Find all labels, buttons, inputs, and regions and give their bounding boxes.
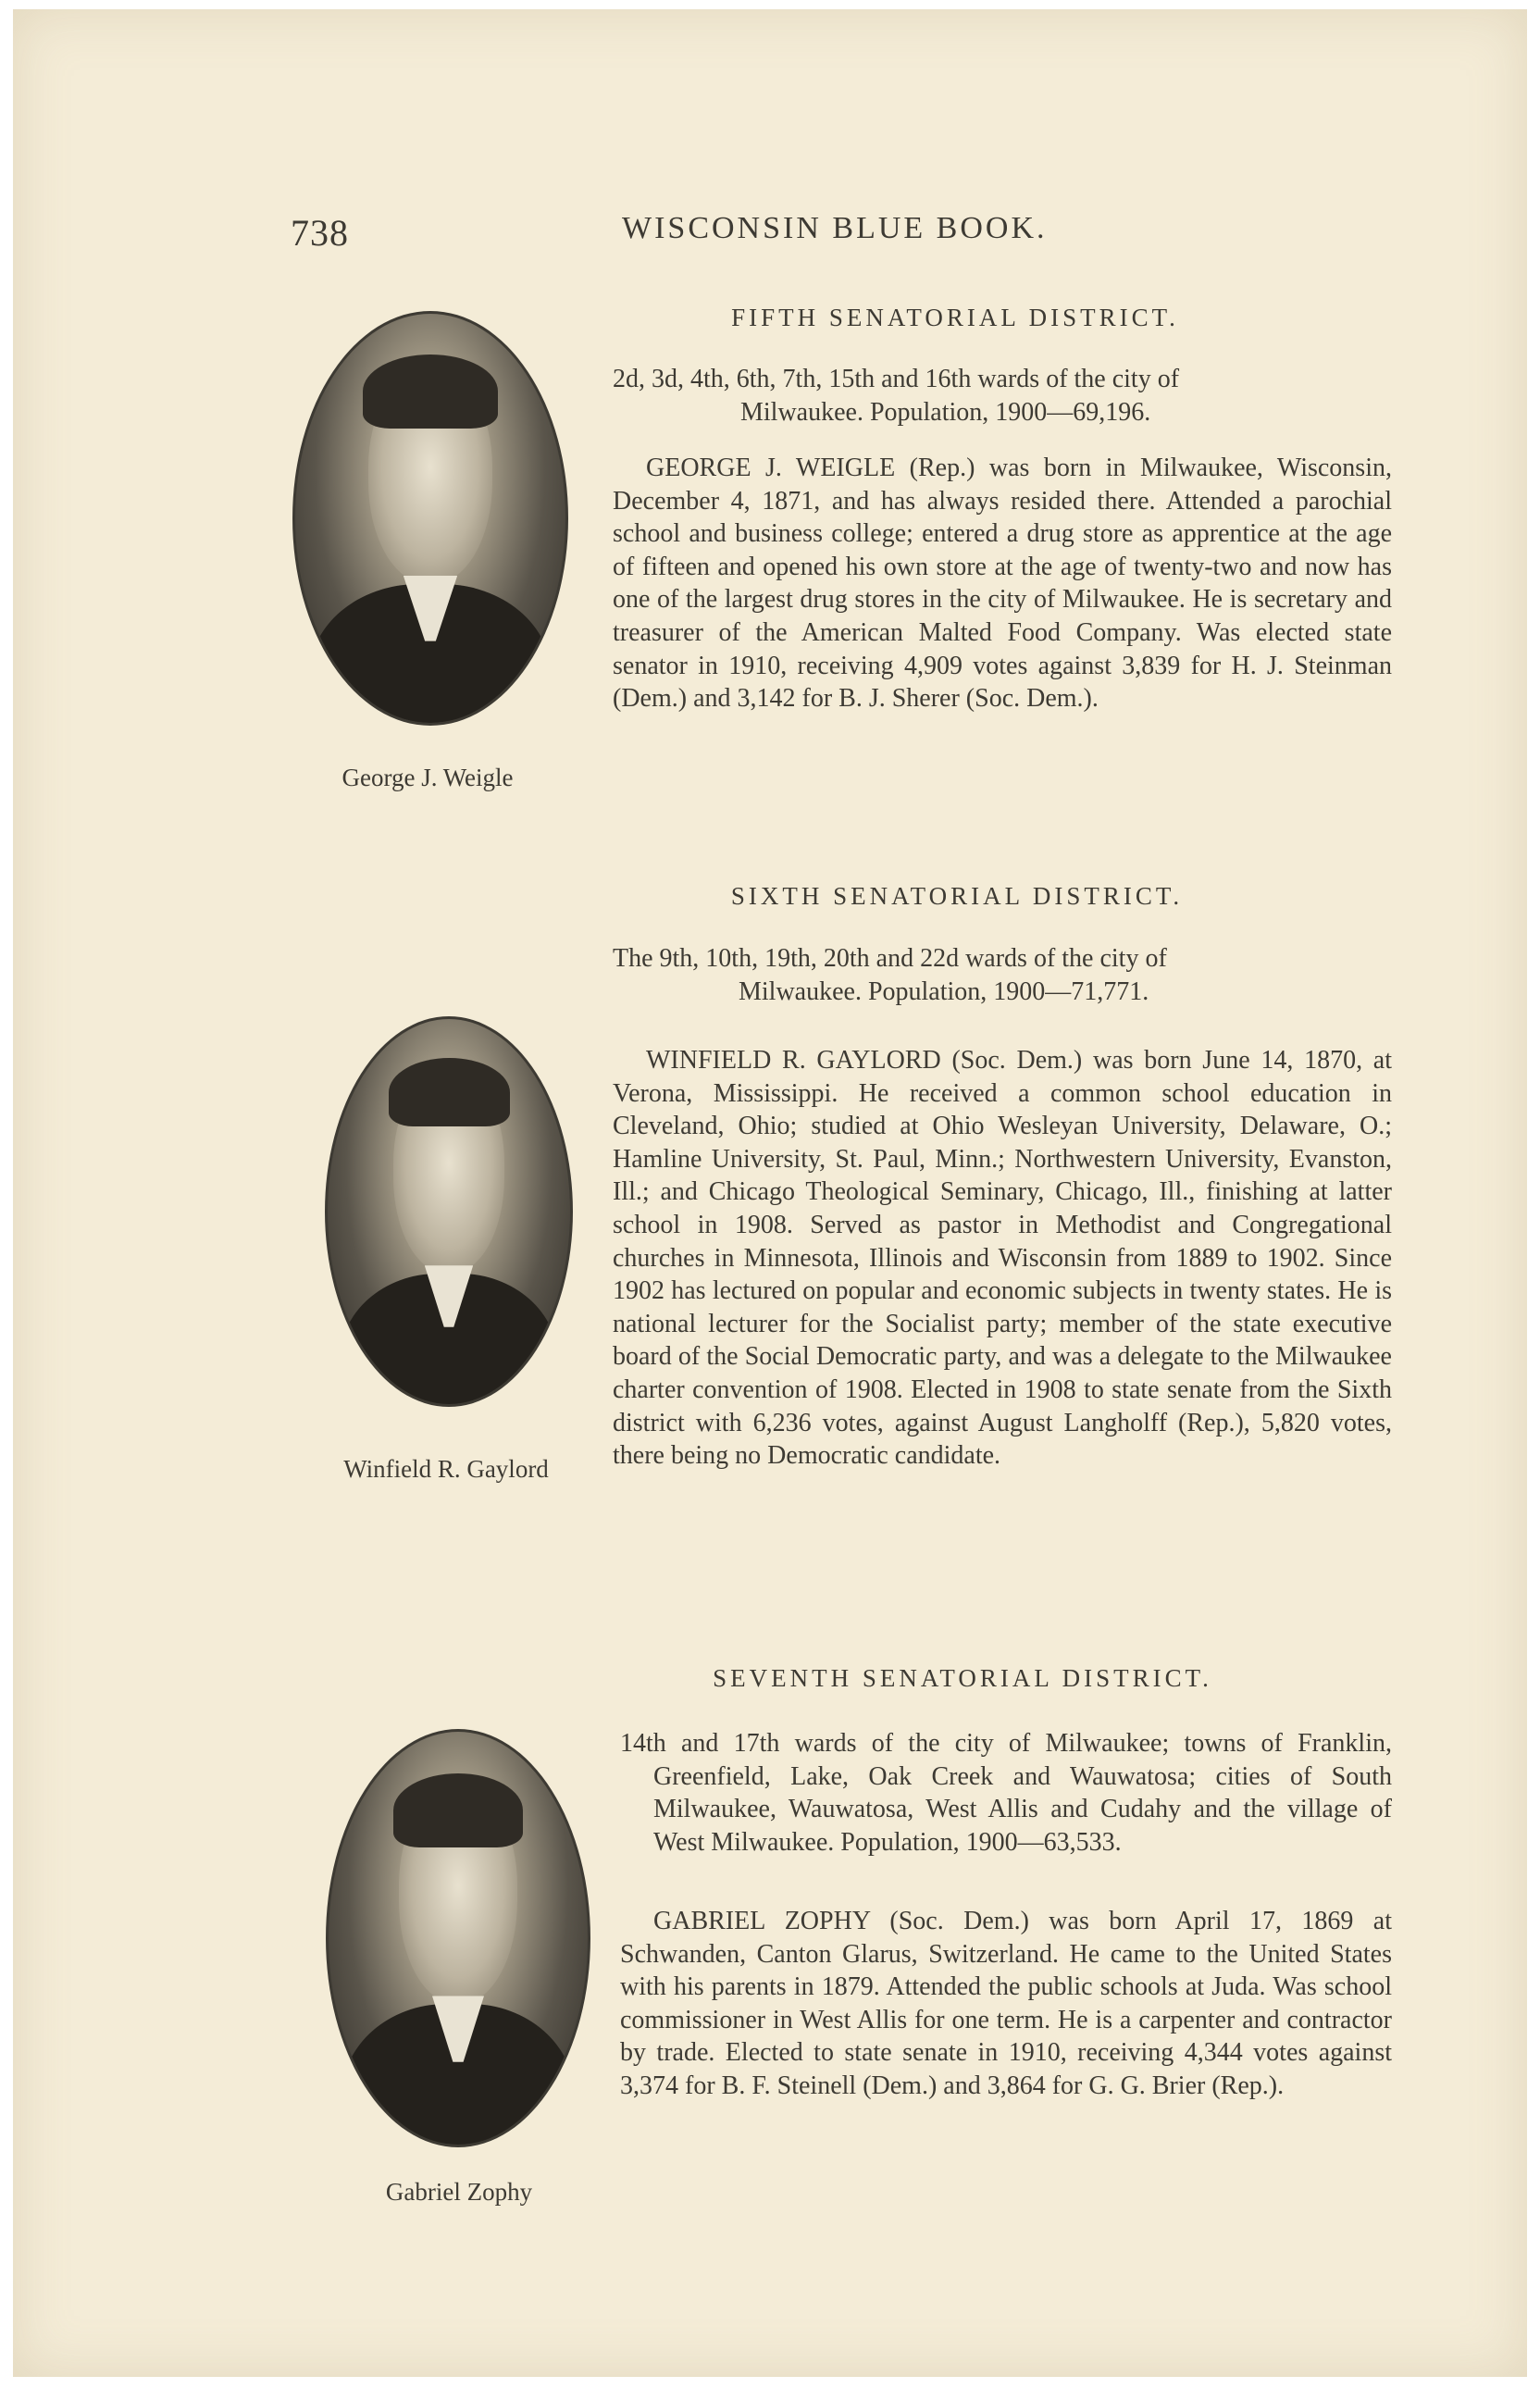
heading-seventh-district: SEVENTH SENATORIAL DISTRICT.	[713, 1664, 1212, 1692]
caption-gabriel-zophy: Gabriel Zophy	[385, 2178, 533, 2206]
running-title: WISCONSIN BLUE BOOK.	[622, 211, 1048, 245]
portrait-george-weigle	[292, 311, 568, 726]
book-page	[13, 9, 1527, 2377]
district-line: Milwaukee. Population, 1900—69,196.	[740, 397, 1151, 427]
page-number: 738	[291, 212, 349, 254]
caption-george-weigle: George J. Weigle	[342, 764, 514, 791]
heading-fifth-district: FIFTH SENATORIAL DISTRICT.	[731, 304, 1179, 331]
district-description-fifth	[613, 363, 1390, 429]
bio-george-weigle: GEORGE J. WEIGLE (Rep.) was born in Milwaukee, Wisconsin, December 4, 1871, and has always resided there. Attended a parochial school and business college; entered a drug store as apprentice at the age of fifteen and opened his own store at the age of twenty-two and now has one of the largest drug stores in the city of Milwaukee. He is secretary and treasurer of the American Malted Food Company. Was elected state senator in 1910, receiving 4,909 votes against 3,839 for H. J. Steinman (Dem.) and 3,142 for B. J. Sherer (Soc. Dem.).	[613, 454, 1392, 714]
caption-winfield-gaylord: Winfield R. Gaylord	[343, 1455, 549, 1483]
portrait-winfield-gaylord	[325, 1016, 573, 1407]
portrait-gabriel-zophy	[326, 1729, 590, 2147]
district-description-seventh: 14th and 17th wards of the city of Milwaukee; towns of Franklin, Greenfield, Lake, Oak Creek and Wauwatosa; cities of South Milwaukee, Wauwatosa, West Allis and Cudahy and the village of West Milwaukee. Population, 1900—63,533.	[620, 1729, 1392, 1857]
bio-gabriel-zophy: GABRIEL ZOPHY (Soc. Dem.) was born April 17, 1869 at Schwanden, Canton Glarus, Switzerland. He came to the United States with his parents in 1879. Attended the public schools at Juda. Was school commissioner in West Allis for one term. He is a carpenter and contractor by trade. Elected to state senate in 1910, receiving 4,344 votes against 3,374 for B. F. Steinell (Dem.) and 3,864 for G. G. Brier (Rep.).	[620, 1907, 1392, 2100]
bio-winfield-gaylord: WINFIELD R. GAYLORD (Soc. Dem.) was born June 14, 1870, at Verona, Mississippi. He received a common school education in Cleveland, Ohio; studied at Ohio Wesleyan University, Delaware, O.; Hamline University, St. Paul, Minn.; Northwestern University, Evanston, Ill.; and Chicago Theological Seminary, Chicago, Ill., finishing at latter school in 1908. Served as pastor in Methodist and Congregational churches in Minnesota, Illinois and Wisconsin from 1889 to 1902. Since 1902 has lectured on popular and economic subjects in twenty states. He is national lecturer for the Socialist party; member of the state executive board of the Social Democratic party, and was a delegate to the Milwaukee charter convention of 1908. Elected in 1908 to state senate from the Sixth district with 6,236 votes, against August Langholff (Rep.), 5,820 votes, there being no Democratic candidate.	[613, 1046, 1392, 1471]
district-line: 2d, 3d, 4th, 6th, 7th, 15th and 16th wards of the city of	[613, 365, 1180, 393]
heading-sixth-district: SIXTH SENATORIAL DISTRICT.	[730, 882, 1184, 910]
district-description-sixth	[613, 942, 1392, 1008]
district-line: The 9th, 10th, 19th, 20th and 22d wards of the city of	[613, 944, 1167, 973]
district-line: Milwaukee. Population, 1900—71,771.	[739, 976, 1149, 1006]
